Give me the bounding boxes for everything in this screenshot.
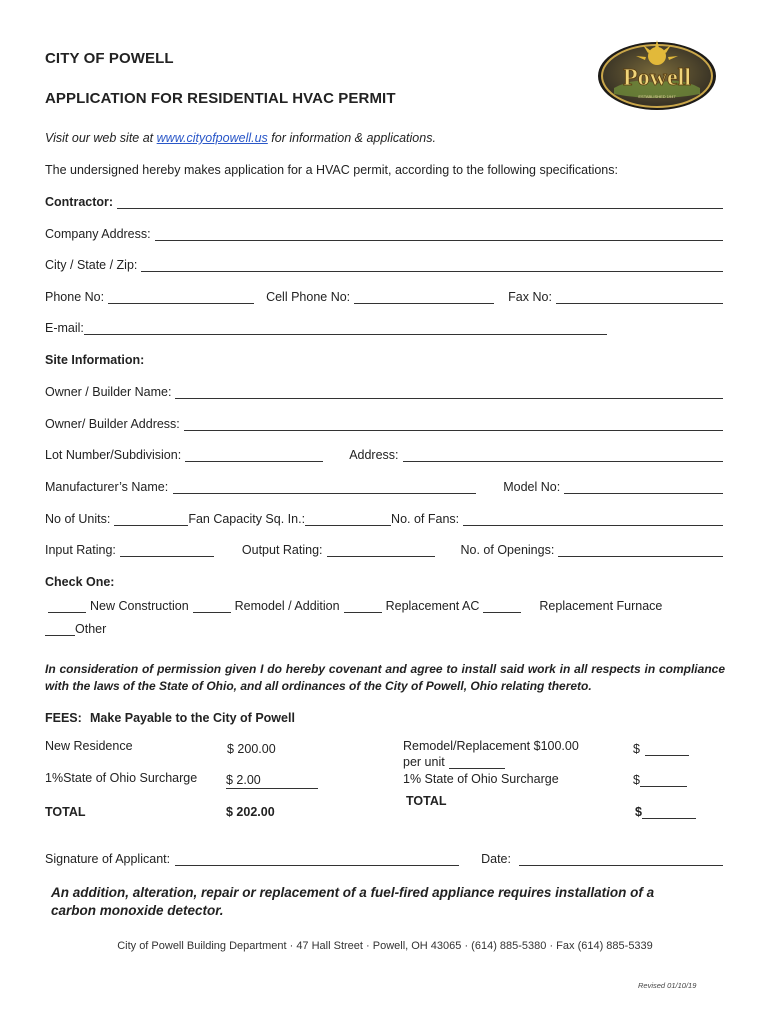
sun-logo-icon	[596, 36, 718, 112]
check-options-row: New Construction Remodel / Addition Replacement AC Replacement Furnace	[48, 599, 662, 613]
city-state-zip-row: City / State / Zip:	[45, 258, 723, 272]
remodel-amount-field[interactable]	[645, 743, 689, 756]
fees-label: FEES:	[45, 711, 82, 725]
website-link[interactable]: www.cityofpowell.us	[156, 131, 268, 145]
openings-field[interactable]	[558, 545, 723, 557]
owner-name-row: Owner / Builder Name:	[45, 385, 723, 399]
signature-field[interactable]	[175, 853, 459, 866]
fan-capacity-field[interactable]	[305, 513, 391, 526]
units-field[interactable]	[114, 513, 188, 526]
per-unit-row: per unit	[403, 755, 505, 769]
remodel-surcharge-row: $	[633, 773, 687, 787]
manufacturer-field[interactable]	[173, 481, 476, 494]
revised-date: Revised 01/10/19	[638, 981, 697, 990]
remodel-surcharge-label: 1% State of Ohio Surcharge	[403, 772, 559, 786]
model-field[interactable]	[564, 482, 723, 494]
new-residence-label: New Residence	[45, 739, 133, 753]
fees-payable: Make Payable to the City of Powell	[90, 711, 295, 725]
signature-row: Signature of Applicant: Date:	[45, 852, 723, 866]
contractor-field[interactable]	[117, 197, 723, 209]
svg-text:Powell: Powell	[623, 65, 691, 91]
surcharge-amount: $ 2.00	[226, 773, 318, 789]
phone-row: Phone No: Cell Phone No: Fax No:	[45, 290, 723, 304]
remodel-surcharge-field[interactable]	[640, 774, 687, 787]
check-other-row: Other	[45, 622, 106, 636]
city-title: CITY OF POWELL	[45, 50, 174, 67]
email-row: E-mail:	[45, 321, 607, 335]
company-address-row: Company Address:	[45, 227, 723, 241]
contractor-row: Contractor:	[45, 195, 723, 209]
check-replacement-ac[interactable]	[344, 600, 382, 613]
surcharge-label: 1%State of Ohio Surcharge	[45, 771, 198, 785]
site-address-field[interactable]	[403, 450, 723, 462]
owner-name-field[interactable]	[175, 387, 723, 399]
units-row: No of Units: Fan Capacity Sq. In.: No. of Fans:	[45, 512, 723, 526]
page-title: APPLICATION FOR RESIDENTIAL HVAC PERMIT	[45, 90, 396, 107]
total-label: TOTAL	[45, 805, 86, 819]
lot-field[interactable]	[185, 449, 323, 462]
cell-phone-field[interactable]	[354, 291, 494, 304]
check-other[interactable]	[45, 623, 75, 636]
lot-row: Lot Number/Subdivision: Address:	[45, 448, 723, 462]
check-one-heading: Check One:	[45, 575, 115, 589]
fans-field[interactable]	[463, 514, 723, 526]
remodel-amount-row: $	[633, 742, 689, 756]
remodel-total-field[interactable]	[642, 806, 696, 819]
footer-address: City of Powell Building Department · 47 Hall Street · Powell, OH 43065 · (614) 885-5380 · Fax (614) 885-5339	[117, 940, 653, 952]
svg-text:ESTABLISHED 1947: ESTABLISHED 1947	[638, 94, 676, 99]
check-remodel[interactable]	[193, 600, 231, 613]
rating-row: Input Rating: Output Rating: No. of Openings:	[45, 543, 723, 557]
city-state-zip-field[interactable]	[141, 260, 723, 272]
input-rating-field[interactable]	[120, 544, 214, 557]
fax-field[interactable]	[556, 292, 723, 304]
statement: The undersigned hereby makes application for a HVAC permit, according to the following specifications:	[45, 163, 618, 177]
check-new-construction[interactable]	[48, 600, 86, 613]
manufacturer-row: Manufacturer’s Name: Model No:	[45, 480, 723, 494]
remodel-label: Remodel/Replacement $100.00	[403, 739, 579, 753]
co-detector-notice: An addition, alteration, repair or replacement of a fuel-fired appliance requires installation of a carbon monoxide detector.	[51, 885, 655, 918]
total-amount: $ 202.00	[226, 805, 275, 819]
new-residence-amount: $ 200.00	[227, 742, 276, 756]
date-field[interactable]	[519, 854, 723, 866]
city-logo	[596, 36, 718, 112]
company-address-field[interactable]	[155, 229, 723, 241]
per-unit-field[interactable]	[449, 756, 505, 769]
site-info-heading: Site Information:	[45, 353, 145, 367]
output-rating-field[interactable]	[327, 544, 435, 557]
covenant-text: In consideration of permission given I do hereby covenant and agree to install said work in all respects in compliance with the laws of the State of Ohio, and all ordinances of the City of Powell, Ohio relating thereto.	[45, 662, 725, 693]
remodel-total-row: $	[635, 805, 696, 819]
website-line: Visit our web site at www.cityofpowell.us for information & applications.	[45, 131, 436, 145]
owner-address-row: Owner/ Builder Address:	[45, 417, 723, 431]
check-replacement-furnace[interactable]	[483, 600, 521, 613]
phone-field[interactable]	[108, 291, 254, 304]
email-field[interactable]	[84, 323, 607, 335]
total-label-2: TOTAL	[406, 794, 447, 808]
owner-address-field[interactable]	[184, 419, 723, 431]
